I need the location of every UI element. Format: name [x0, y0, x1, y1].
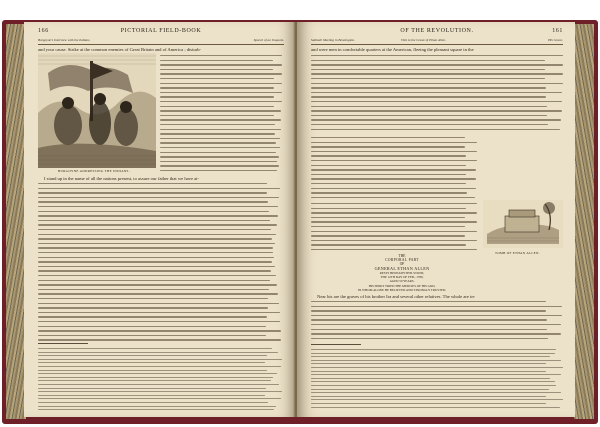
- text-line: [38, 398, 281, 399]
- text-line: [38, 362, 265, 363]
- text-line: [311, 192, 467, 193]
- text-line: [38, 293, 278, 294]
- text-line: [38, 366, 281, 367]
- text-line: [311, 160, 477, 161]
- text-line: [160, 106, 274, 107]
- text-line: [311, 101, 562, 102]
- text-line: [311, 165, 466, 166]
- right-illustration-caption: TOMB OF ETHAN ALLEN.: [495, 251, 540, 255]
- text-line: [38, 355, 267, 356]
- text-line: [38, 303, 279, 304]
- text-line: [311, 329, 547, 330]
- text-line: [38, 215, 278, 216]
- text-line: [311, 115, 547, 116]
- text-line: [38, 211, 269, 212]
- text-line: [38, 359, 282, 360]
- text-line: [311, 197, 475, 198]
- left-running-title: PICTORIAL FIELD-BOOK: [120, 28, 202, 34]
- left-footnote-rule: [38, 343, 88, 344]
- text-line: [38, 312, 280, 313]
- text-line: [38, 183, 267, 184]
- right-after-inscription: Near his are the graves of his brother Ira and several other relatives. The whole are in-: [317, 294, 476, 299]
- text-line: [311, 142, 477, 143]
- text-line: [38, 261, 272, 262]
- text-line: [311, 155, 466, 156]
- text-line: [311, 151, 477, 152]
- text-line: [311, 78, 545, 79]
- text-line: [38, 377, 273, 378]
- text-line: [311, 389, 549, 390]
- text-line: [160, 64, 282, 65]
- inscription-line-9: IN WHOM ALONE HE BELIEVED AND STRONGLY TRUSTED.: [357, 288, 447, 292]
- text-line: [311, 319, 547, 320]
- text-line: [38, 188, 280, 189]
- left-subhead: [38, 38, 284, 45]
- text-line: [160, 170, 277, 171]
- text-line: [160, 152, 276, 153]
- text-line: [311, 378, 550, 379]
- text-line: [38, 384, 279, 385]
- text-line: [38, 206, 278, 207]
- text-line: [160, 96, 274, 97]
- text-line: [38, 243, 275, 244]
- text-line: [38, 307, 268, 308]
- text-line: [38, 197, 279, 198]
- text-line: [160, 115, 274, 116]
- text-line: [38, 391, 282, 392]
- text-line: [38, 388, 266, 389]
- text-line: [311, 92, 562, 93]
- text-line: [311, 244, 466, 245]
- text-line: [160, 129, 281, 130]
- right-subhead: [311, 38, 563, 45]
- text-line: [311, 137, 465, 138]
- text-line: [311, 396, 546, 397]
- text-line: [160, 147, 280, 148]
- inscription-line-6: THE 12TH DAY OF FEB., 1789,: [380, 275, 424, 279]
- text-line: [311, 349, 556, 350]
- text-line: [311, 106, 547, 107]
- text-line: [311, 212, 477, 213]
- inscription-line-4: GENERAL ETHAN ALLEN: [374, 266, 430, 271]
- text-line: [160, 78, 274, 79]
- text-line: [160, 142, 276, 143]
- text-line: [311, 83, 563, 84]
- text-line: [38, 247, 273, 248]
- text-line: [160, 119, 281, 120]
- text-line: [311, 371, 546, 372]
- text-line: [311, 183, 466, 184]
- text-line: [311, 301, 546, 302]
- text-line: [311, 249, 477, 250]
- text-line: [311, 146, 465, 147]
- text-line: [311, 124, 548, 125]
- right-subhead-center: Visit to the Grave of Ethan Allen.: [401, 38, 446, 42]
- text-line: [38, 201, 268, 202]
- text-line: [311, 356, 550, 357]
- text-line: [311, 374, 561, 375]
- text-line: [38, 406, 276, 407]
- text-line: [38, 224, 277, 225]
- left-subhead-left: Burgoyne's Interview with the Indians.: [38, 38, 91, 42]
- text-line: [38, 335, 266, 336]
- text-line: [311, 363, 546, 364]
- text-line: [311, 208, 466, 209]
- marbled-edge-right: [574, 24, 594, 419]
- text-line: [311, 221, 477, 222]
- text-line: [160, 165, 279, 166]
- text-line: [160, 69, 273, 70]
- left-subhead-right: Speech of an Iroquois.: [253, 38, 284, 42]
- text-line: [311, 306, 562, 307]
- text-line: [311, 129, 560, 130]
- text-line: [311, 360, 561, 361]
- text-line: [311, 381, 555, 382]
- right-page-number: 161: [552, 28, 563, 34]
- left-page: [24, 22, 296, 417]
- text-line: [311, 217, 465, 218]
- text-line: [38, 348, 272, 349]
- burgoyne-engraving: [38, 53, 156, 168]
- text-line: [311, 403, 546, 404]
- inscription-line-2: CORPORAL PART: [385, 258, 419, 262]
- inscription-line-8: HIS SPIRIT TRIED THE MERCIES OF HIS GOD,: [368, 284, 436, 288]
- text-line: [311, 315, 562, 316]
- right-subhead-left: Sabbath Meeting in Bennington.: [311, 38, 355, 42]
- inscription-line-3: OF: [399, 262, 405, 266]
- text-line: [38, 409, 274, 410]
- text-line: [38, 289, 269, 290]
- text-line: [311, 226, 465, 227]
- text-line: [311, 119, 561, 120]
- text-line: [311, 174, 466, 175]
- text-line: [38, 238, 272, 239]
- text-line: [311, 392, 561, 393]
- text-line: [160, 92, 282, 93]
- text-line: [311, 203, 477, 204]
- text-line: [160, 101, 282, 102]
- text-line: [160, 156, 279, 157]
- text-line: [38, 370, 267, 371]
- text-line: [38, 234, 276, 235]
- left-paragraph-start: I stand up in the name of all the nations present, to assure our father that we have at-: [44, 176, 199, 181]
- text-line: [38, 298, 268, 299]
- text-line: [160, 87, 274, 88]
- text-line: [160, 124, 275, 125]
- left-illustration-caption: BURGOYNE ADDRESSING THE INDIANS.: [58, 169, 130, 173]
- text-line: [160, 60, 273, 61]
- text-line: [38, 275, 276, 276]
- text-line: [160, 133, 275, 134]
- text-line: [38, 192, 267, 193]
- text-line: [38, 316, 267, 317]
- text-line: [38, 373, 277, 374]
- text-line: [311, 235, 465, 236]
- text-line: [311, 353, 555, 354]
- text-line: [38, 380, 271, 381]
- text-line: [38, 229, 271, 230]
- inscription-line-1: THE: [398, 254, 406, 258]
- text-line: [311, 96, 546, 97]
- text-line: [160, 73, 282, 74]
- text-line: [311, 407, 560, 408]
- text-line: [38, 326, 266, 327]
- text-line: [311, 110, 562, 111]
- text-line: [38, 252, 273, 253]
- right-page: [297, 22, 575, 417]
- text-line: [38, 352, 278, 353]
- text-line: [38, 280, 270, 281]
- right-lead-text: and were men in comfortable quarters at the American, fleeing the pleasant square in the: [311, 47, 474, 52]
- inscription-line-7: AGED 50 YEARS.: [389, 279, 415, 283]
- text-line: [311, 169, 476, 170]
- text-line: [311, 178, 476, 179]
- text-line: [160, 110, 281, 111]
- text-line: [311, 73, 563, 74]
- left-lead-text: and your cause. Strike at the common enemies of Great Britain and of America ; disturb-: [38, 47, 202, 52]
- text-line: [311, 188, 476, 189]
- text-line: [160, 55, 282, 56]
- text-line: [38, 270, 271, 271]
- text-line: [311, 385, 556, 386]
- marbled-edge-left: [6, 24, 26, 419]
- inscription-line-5: RESTS BENEATH THIS STONE,: [379, 271, 425, 275]
- text-line: [160, 138, 280, 139]
- text-line: [38, 220, 270, 221]
- text-line: [38, 330, 281, 331]
- text-line: [311, 310, 546, 311]
- text-line: [160, 83, 282, 84]
- right-running-title: OF THE REVOLUTION.: [400, 28, 474, 34]
- left-page-number: 166: [38, 28, 49, 34]
- right-header: [311, 28, 563, 38]
- text-line: [311, 324, 561, 325]
- text-line: [38, 339, 281, 340]
- text-line: [311, 231, 477, 232]
- text-line: [38, 402, 268, 403]
- tomb-engraving: [483, 200, 563, 248]
- text-line: [311, 55, 563, 56]
- text-line: [311, 338, 548, 339]
- text-line: [160, 161, 277, 162]
- text-line: [38, 395, 265, 396]
- text-line: [311, 333, 561, 334]
- text-line: [38, 266, 275, 267]
- text-line: [38, 321, 280, 322]
- text-line: [38, 257, 274, 258]
- text-line: [311, 60, 545, 61]
- text-line: [311, 64, 563, 65]
- text-line: [311, 87, 546, 88]
- text-line: [38, 284, 277, 285]
- text-line: [311, 367, 563, 368]
- text-line: [311, 399, 563, 400]
- right-footnote-rule: [311, 344, 361, 345]
- left-header: [38, 28, 284, 38]
- right-subhead-right: His Grave.: [548, 38, 563, 42]
- text-line: [311, 240, 477, 241]
- text-line: [311, 69, 545, 70]
